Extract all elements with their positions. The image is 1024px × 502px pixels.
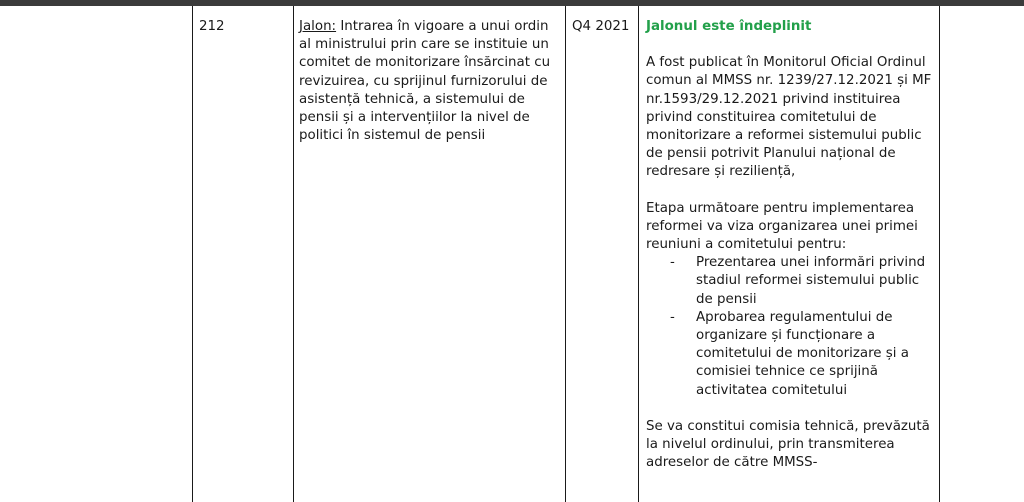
status-paragraph-3: Se va constitui comisia tehnică, prevăzută la nivelul ordinului, prin transmiterea adreselor de către MMSS- xyxy=(646,418,930,471)
list-item xyxy=(646,309,936,400)
table-border-col3 xyxy=(638,6,639,502)
bullet-dash: - xyxy=(670,309,675,325)
list-item-text: Aprobarea regulamentului de organizare și funcționare a comitetului de monitorizare și a comisiei tehnice ce sprijină activitatea comitetului xyxy=(696,309,909,398)
table-border-col1 xyxy=(293,6,294,502)
list-item-text: Prezentarea unei informări privind stadiul reformei sistemului public de pensii xyxy=(696,255,926,307)
list-item xyxy=(646,254,936,309)
row-number: 212 xyxy=(199,19,225,34)
milestone-description-cell xyxy=(299,18,561,145)
bullet-dash: - xyxy=(670,255,675,271)
milestone-label: Jalon: xyxy=(299,19,337,34)
milestone-description: Intrarea în vigoare a unui ordin al ministrului prin care se instituie un comitet de monitorizare însărcinat cu revizuirea, cu sprijinul furnizorului de asistență tehnică, a sistemului de pensii și a intervențiilor la nivel de politici în sistemul de pensii xyxy=(299,19,551,144)
deadline-cell xyxy=(572,18,634,36)
next-steps-list xyxy=(646,254,936,400)
deadline: Q4 2021 xyxy=(572,19,630,34)
table-border-left xyxy=(192,6,193,502)
table-border-col2 xyxy=(565,6,566,502)
table-border-right xyxy=(939,6,940,502)
status-paragraph-2: Etapa următoare pentru implementarea reformei va viza organizarea unei primei reuniuni a comitetului pentru: xyxy=(646,200,918,253)
status-paragraph-1: A fost publicat în Monitorul Oficial Ordinul comun al MMSS nr. 1239/27.12.2021 și MF nr.1593/29.12.2021 privind instituirea privind constituirea comitetului de monitorizare a reformei sistemului public de pensii potrivit Planului național de redresare și reziliență, xyxy=(646,55,932,180)
status-cell xyxy=(646,18,936,490)
status-title: Jalonul este îndeplinit xyxy=(646,19,812,34)
row-number-cell xyxy=(199,18,289,36)
